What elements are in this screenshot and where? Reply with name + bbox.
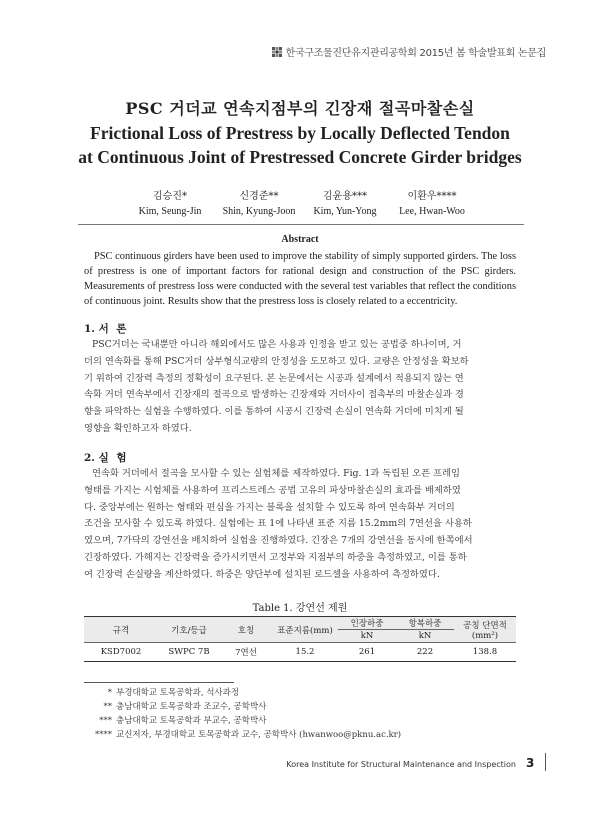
cell-tensile: 261: [338, 643, 396, 662]
author-name-english: Kim, Yun-Yong: [313, 206, 377, 217]
title-divider: [78, 224, 524, 225]
text-line: 영향을 확인하고자 하였다.: [84, 422, 192, 434]
section-1-heading: [84, 321, 129, 336]
author-name-english: Kim, Seung-Jin: [138, 206, 202, 217]
col-header-code: 호칭: [220, 617, 272, 643]
section-title: 실 험: [98, 452, 129, 464]
text-line: 기 위하여 긴장력 측정의 정확성이 요구된다. 본 논문에서는 시공과 설계에서 적용되지 않는 연: [84, 372, 464, 384]
footnote-mark: *: [107, 688, 112, 698]
col-unit-tensile: kN: [338, 630, 396, 643]
footnote-divider: [84, 682, 234, 683]
author-name-korean: 신경준**: [239, 191, 279, 202]
author-name-english: Lee, Hwan-Woo: [399, 206, 465, 217]
text-line: 연속화 거더에서 절곡을 모사할 수 있는 실험체를 제작하였다. Fig. 1과 독립된 오픈 프레임: [92, 468, 461, 479]
page-divider: [545, 753, 546, 771]
table-1-caption: Table 1. 강연선 제원: [252, 603, 348, 614]
text-line: 더의 연속화를 통해 PSC거더 상부형식교량의 안정성을 도모하고 있다. 교량은 안정성을 확보하: [84, 355, 469, 367]
footnote: [86, 714, 401, 728]
footnotes: [86, 686, 401, 742]
cell-spec: KSD7002: [84, 643, 158, 662]
col-header-area: [454, 617, 516, 643]
author-name-korean: 김승진*: [153, 191, 187, 202]
col-header-symbol: 기호/등급: [158, 617, 220, 643]
col-header-spec: 규격: [84, 617, 158, 643]
footnote-text: 교신저자, 부경대학교 토목공학과 교수, 공학박사 (hwanwoo@pknu.ac.kr): [116, 730, 402, 740]
text-line: PSC거더는 국내뿐만 아니라 해외에서도 많은 사용과 인정을 받고 있는 공법중 하나이며, 거: [92, 339, 462, 350]
strand-spec-table: [84, 616, 516, 662]
author-name-korean: 이환우****: [407, 191, 457, 202]
footnote-text: 충남대학교 토목공학과 부교수, 공학박사: [116, 716, 267, 726]
text-line: 형태를 가지는 시험체를 사용하여 프리스트레스 공법 고유의 파상마찰손실의 효과를 배제하였: [84, 484, 461, 496]
footnote: [86, 686, 401, 700]
author-name-english: Shin, Kyung-Joon: [222, 206, 296, 217]
society-logo-icon: [272, 47, 282, 57]
section-2-heading: [84, 450, 129, 465]
abstract-text: PSC continuous girders have been used to improve the stability of simply supported girders. The loss of prestress is one of important factors for rational design and construction of the PSC girders. Measurements of prestress loss were conducted with the several test variables that reflect the conditions of continuous joint. Results show that the prestress loss is closely related to a eccentricity.: [84, 251, 516, 307]
title-english-line1: Frictional Loss of Prestress by Locally Deflected Tendon: [90, 123, 510, 143]
col-header-tensile: 인장하중: [338, 617, 396, 630]
running-header: [272, 44, 546, 59]
text-line: 조건을 모사할 수 있도록 하였다. 실험에는 표 1에 나타낸 표준 지름 15.2mm의 7연선을 사용하: [84, 518, 472, 530]
text-line: 긴장하였다. 가해지는 긴장력을 증가시키면서 고정부와 지점부의 하중을 측정하였고, 이를 통하: [84, 551, 467, 563]
section-number: 2.: [84, 452, 95, 464]
cell-area: 138.8: [454, 643, 516, 662]
header-text: 한국구조물진단유지관리공학회 2015년 봄 학술발표회 논문집: [285, 48, 546, 59]
footnote-mark: ***: [99, 716, 112, 726]
cell-symbol: SWPC 7B: [158, 643, 220, 662]
footnote-mark: ****: [95, 730, 112, 740]
col-unit-yield: kN: [396, 630, 454, 643]
footnote-mark: **: [103, 702, 112, 712]
cell-yield: 222: [396, 643, 454, 662]
title-english-line2: at Continuous Joint of Prestressed Concrete Girder bridges: [78, 147, 522, 167]
abstract-heading: Abstract: [281, 234, 319, 245]
text-line: 속화 거더 연속부에서 긴장재의 절곡으로 발생하는 긴장재와 거더사이 접촉부의 마찰손실과 경: [84, 389, 464, 401]
section-title: 서 론: [98, 323, 129, 335]
col-header-yield: 항복하중: [396, 617, 454, 630]
author-4: [372, 187, 492, 217]
col-header-diameter: 표준지름(mm): [272, 617, 338, 643]
text-line: 다. 중앙부에는 원하는 형태와 편심을 가지는 블록을 설치할 수 있도록 하여 연속화부 거더의: [84, 501, 455, 513]
text-line: 여 긴장력 손실량을 계산하였다. 하중은 양단부에 설치된 로드셀을 사용하여 측정하였다.: [84, 568, 440, 580]
section-number: 1.: [84, 323, 95, 335]
text-line: 향을 파악하는 실험을 수행하였다. 이를 통하여 시공시 긴장력 손실이 연속화 거더에 미치게 될: [84, 406, 464, 418]
area-unit: (mm²): [471, 630, 499, 641]
author-name-korean: 김윤용***: [323, 191, 367, 202]
cell-code: 7연선: [220, 643, 272, 662]
page-number: 3: [526, 756, 535, 770]
area-label: 공칭 단면적: [463, 620, 507, 631]
footer-org: Korea Institute for Structural Maintenance and Inspection: [286, 760, 516, 769]
title-korean: PSC 거더교 연속지점부의 긴장재 절곡마찰손실: [125, 99, 475, 118]
cell-diameter: 15.2: [272, 643, 338, 662]
section-2-body: [84, 466, 516, 584]
footnote: [86, 700, 401, 714]
table-row: [84, 643, 516, 662]
text-line: 였으며, 7가닥의 강연선을 배치하여 실험을 진행하였다. 긴장은 7개의 강연선을 동시에 한쪽에서: [84, 535, 473, 547]
section-1-body: [84, 337, 516, 438]
footnote-text: 충남대학교 토목공학과 조교수, 공학박사: [116, 702, 267, 712]
footnote-text: 부경대학교 토목공학과, 석사과정: [116, 688, 240, 698]
footnote: [86, 728, 401, 742]
abstract-body: [84, 249, 516, 309]
